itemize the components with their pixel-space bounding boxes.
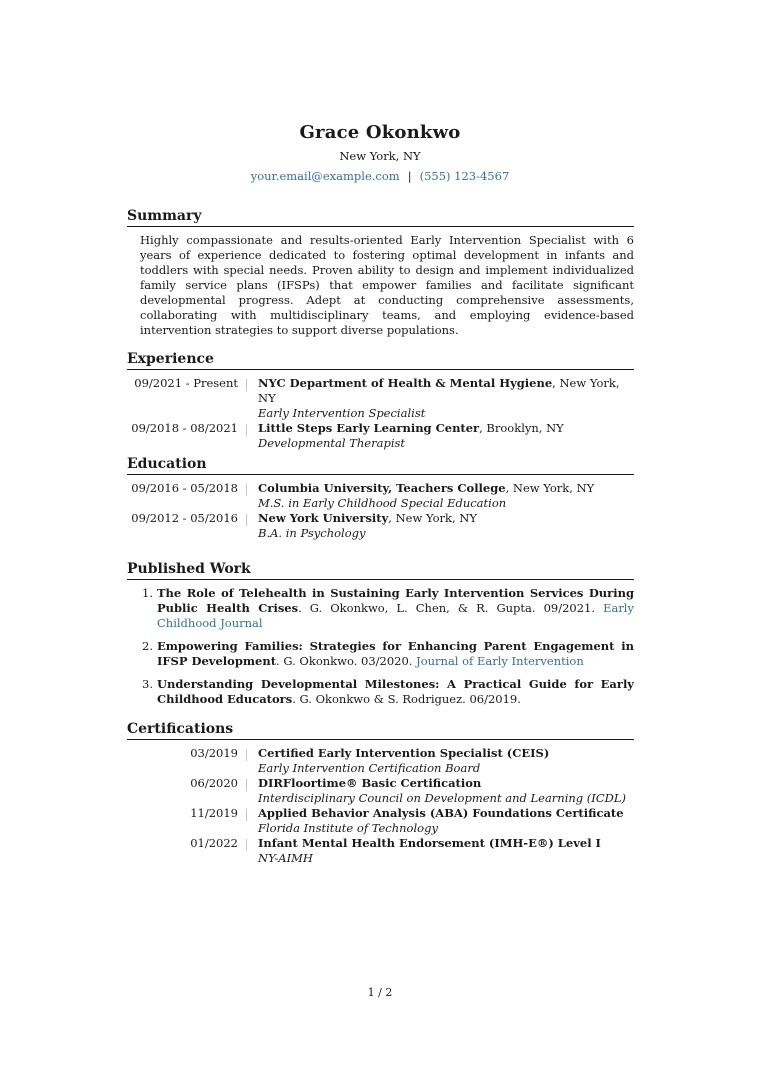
experience-section bbox=[127, 351, 634, 451]
section-title-published-work: Published Work bbox=[127, 561, 634, 580]
publication-venue-link[interactable]: Journal of Early Intervention bbox=[416, 654, 584, 668]
email-link[interactable]: your.email@example.com bbox=[250, 169, 400, 183]
contact-separator: | bbox=[407, 169, 412, 183]
certification-entry bbox=[127, 806, 634, 836]
publication-item bbox=[127, 639, 634, 669]
entry-divider bbox=[246, 839, 247, 851]
education-entry bbox=[127, 511, 634, 541]
entry-degree: M.S. in Early Childhood Special Education bbox=[258, 496, 507, 510]
certification-issuer: Early Intervention Certification Board bbox=[258, 761, 481, 775]
entry-organization: NYC Department of Health & Mental Hygiene bbox=[258, 376, 553, 390]
section-title-education: Education bbox=[127, 456, 634, 475]
education-section bbox=[127, 456, 634, 541]
entry-date: 11/2019 bbox=[190, 806, 238, 820]
page-number: 1 / 2 bbox=[367, 986, 393, 999]
certification-entry bbox=[127, 746, 634, 776]
published-work-section bbox=[127, 561, 634, 715]
publication-item bbox=[127, 586, 634, 631]
entry-role: Developmental Therapist bbox=[258, 436, 406, 450]
phone-link[interactable]: (555) 123-4567 bbox=[419, 169, 510, 183]
education-entry bbox=[127, 481, 634, 511]
entry-divider bbox=[246, 514, 247, 526]
summary-text: Highly compassionate and results-oriented Early Intervention Specialist with 6 years of experience dedicated to fostering optimal development in infants and toddlers with special needs. Proven ability to design and implement individualized family service plans (IFSPs) that empower families and facilitate significant developmental progress. Adept at conducting comprehensive assessments, collaborating with multidisciplinary teams, and employing evidence-based intervention strategies to support diverse populations. bbox=[140, 233, 634, 337]
publication-number: 3. bbox=[142, 677, 153, 691]
entry-divider bbox=[246, 779, 247, 791]
experience-entry bbox=[127, 421, 634, 451]
entry-place: , New York, NY bbox=[505, 481, 595, 495]
entry-divider bbox=[246, 809, 247, 821]
publication-details: . G. Okonkwo. 03/2020. bbox=[276, 654, 417, 668]
publication-number: 2. bbox=[142, 639, 153, 653]
entry-date: 03/2019 bbox=[190, 746, 238, 760]
entry-date: 09/2021 - Present bbox=[134, 376, 238, 390]
entry-place: , Brooklyn, NY bbox=[479, 421, 564, 435]
candidate-name: Grace Okonkwo bbox=[299, 122, 461, 143]
publication-title: Understanding Developmental Milestones: A Practical Guide for Early Childhood Educators bbox=[157, 677, 634, 706]
publication-title: The Role of Telehealth in Sustaining Early Intervention Services During Public Health Crises bbox=[157, 586, 634, 615]
entry-role: Early Intervention Specialist bbox=[258, 406, 426, 420]
entry-place: , New York, NY bbox=[258, 376, 620, 405]
certification-issuer: Florida Institute of Technology bbox=[258, 821, 438, 835]
summary-section bbox=[127, 208, 634, 338]
contact-line bbox=[0, 169, 760, 183]
entry-date: 09/2018 - 08/2021 bbox=[131, 421, 238, 435]
entry-organization: Little Steps Early Learning Center bbox=[258, 421, 480, 435]
publication-list bbox=[127, 586, 634, 707]
entry-divider bbox=[246, 379, 247, 391]
publication-venue-link[interactable]: Early Childhood Journal bbox=[157, 601, 634, 630]
certification-name: DIRFloortime® Basic Certification bbox=[258, 776, 482, 790]
resume-header bbox=[0, 122, 760, 183]
publication-item bbox=[127, 677, 634, 707]
entry-organization: Columbia University, Teachers College bbox=[258, 481, 506, 495]
certification-issuer: Interdisciplinary Council on Development and Learning (ICDL) bbox=[258, 791, 626, 805]
entry-divider bbox=[246, 484, 247, 496]
certification-name: Infant Mental Health Endorsement (IMH-E®) Level I bbox=[258, 836, 601, 850]
experience-entry bbox=[127, 376, 634, 421]
entry-date: 09/2012 - 05/2016 bbox=[131, 511, 238, 525]
publication-details: . G. Okonkwo & S. Rodriguez. 06/2019. bbox=[292, 692, 521, 706]
section-title-certifications: Certifications bbox=[127, 721, 634, 740]
certifications-section bbox=[127, 721, 634, 866]
entry-date: 06/2020 bbox=[190, 776, 238, 790]
candidate-location: New York, NY bbox=[339, 149, 421, 163]
publication-title: Empowering Families: Strategies for Enhancing Parent Engagement in IFSP Development bbox=[157, 639, 634, 668]
section-title-experience: Experience bbox=[127, 351, 634, 370]
entry-place: , New York, NY bbox=[388, 511, 477, 525]
entry-organization: New York University bbox=[258, 511, 389, 525]
publication-details: . G. Okonkwo, L. Chen, & R. Gupta. 09/2021. bbox=[298, 601, 604, 615]
entry-divider bbox=[246, 424, 247, 436]
section-title-summary: Summary bbox=[127, 208, 634, 227]
entry-divider bbox=[246, 749, 247, 761]
certification-entry bbox=[127, 776, 634, 806]
certification-issuer: NY-AIMH bbox=[258, 851, 313, 865]
certification-name: Certified Early Intervention Specialist (CEIS) bbox=[258, 746, 550, 760]
publication-number: 1. bbox=[142, 586, 153, 600]
entry-degree: B.A. in Psychology bbox=[258, 526, 366, 540]
certification-name: Applied Behavior Analysis (ABA) Foundations Certificate bbox=[258, 806, 624, 820]
entry-date: 09/2016 - 05/2018 bbox=[131, 481, 238, 495]
certification-entry bbox=[127, 836, 634, 866]
entry-date: 01/2022 bbox=[190, 836, 238, 850]
